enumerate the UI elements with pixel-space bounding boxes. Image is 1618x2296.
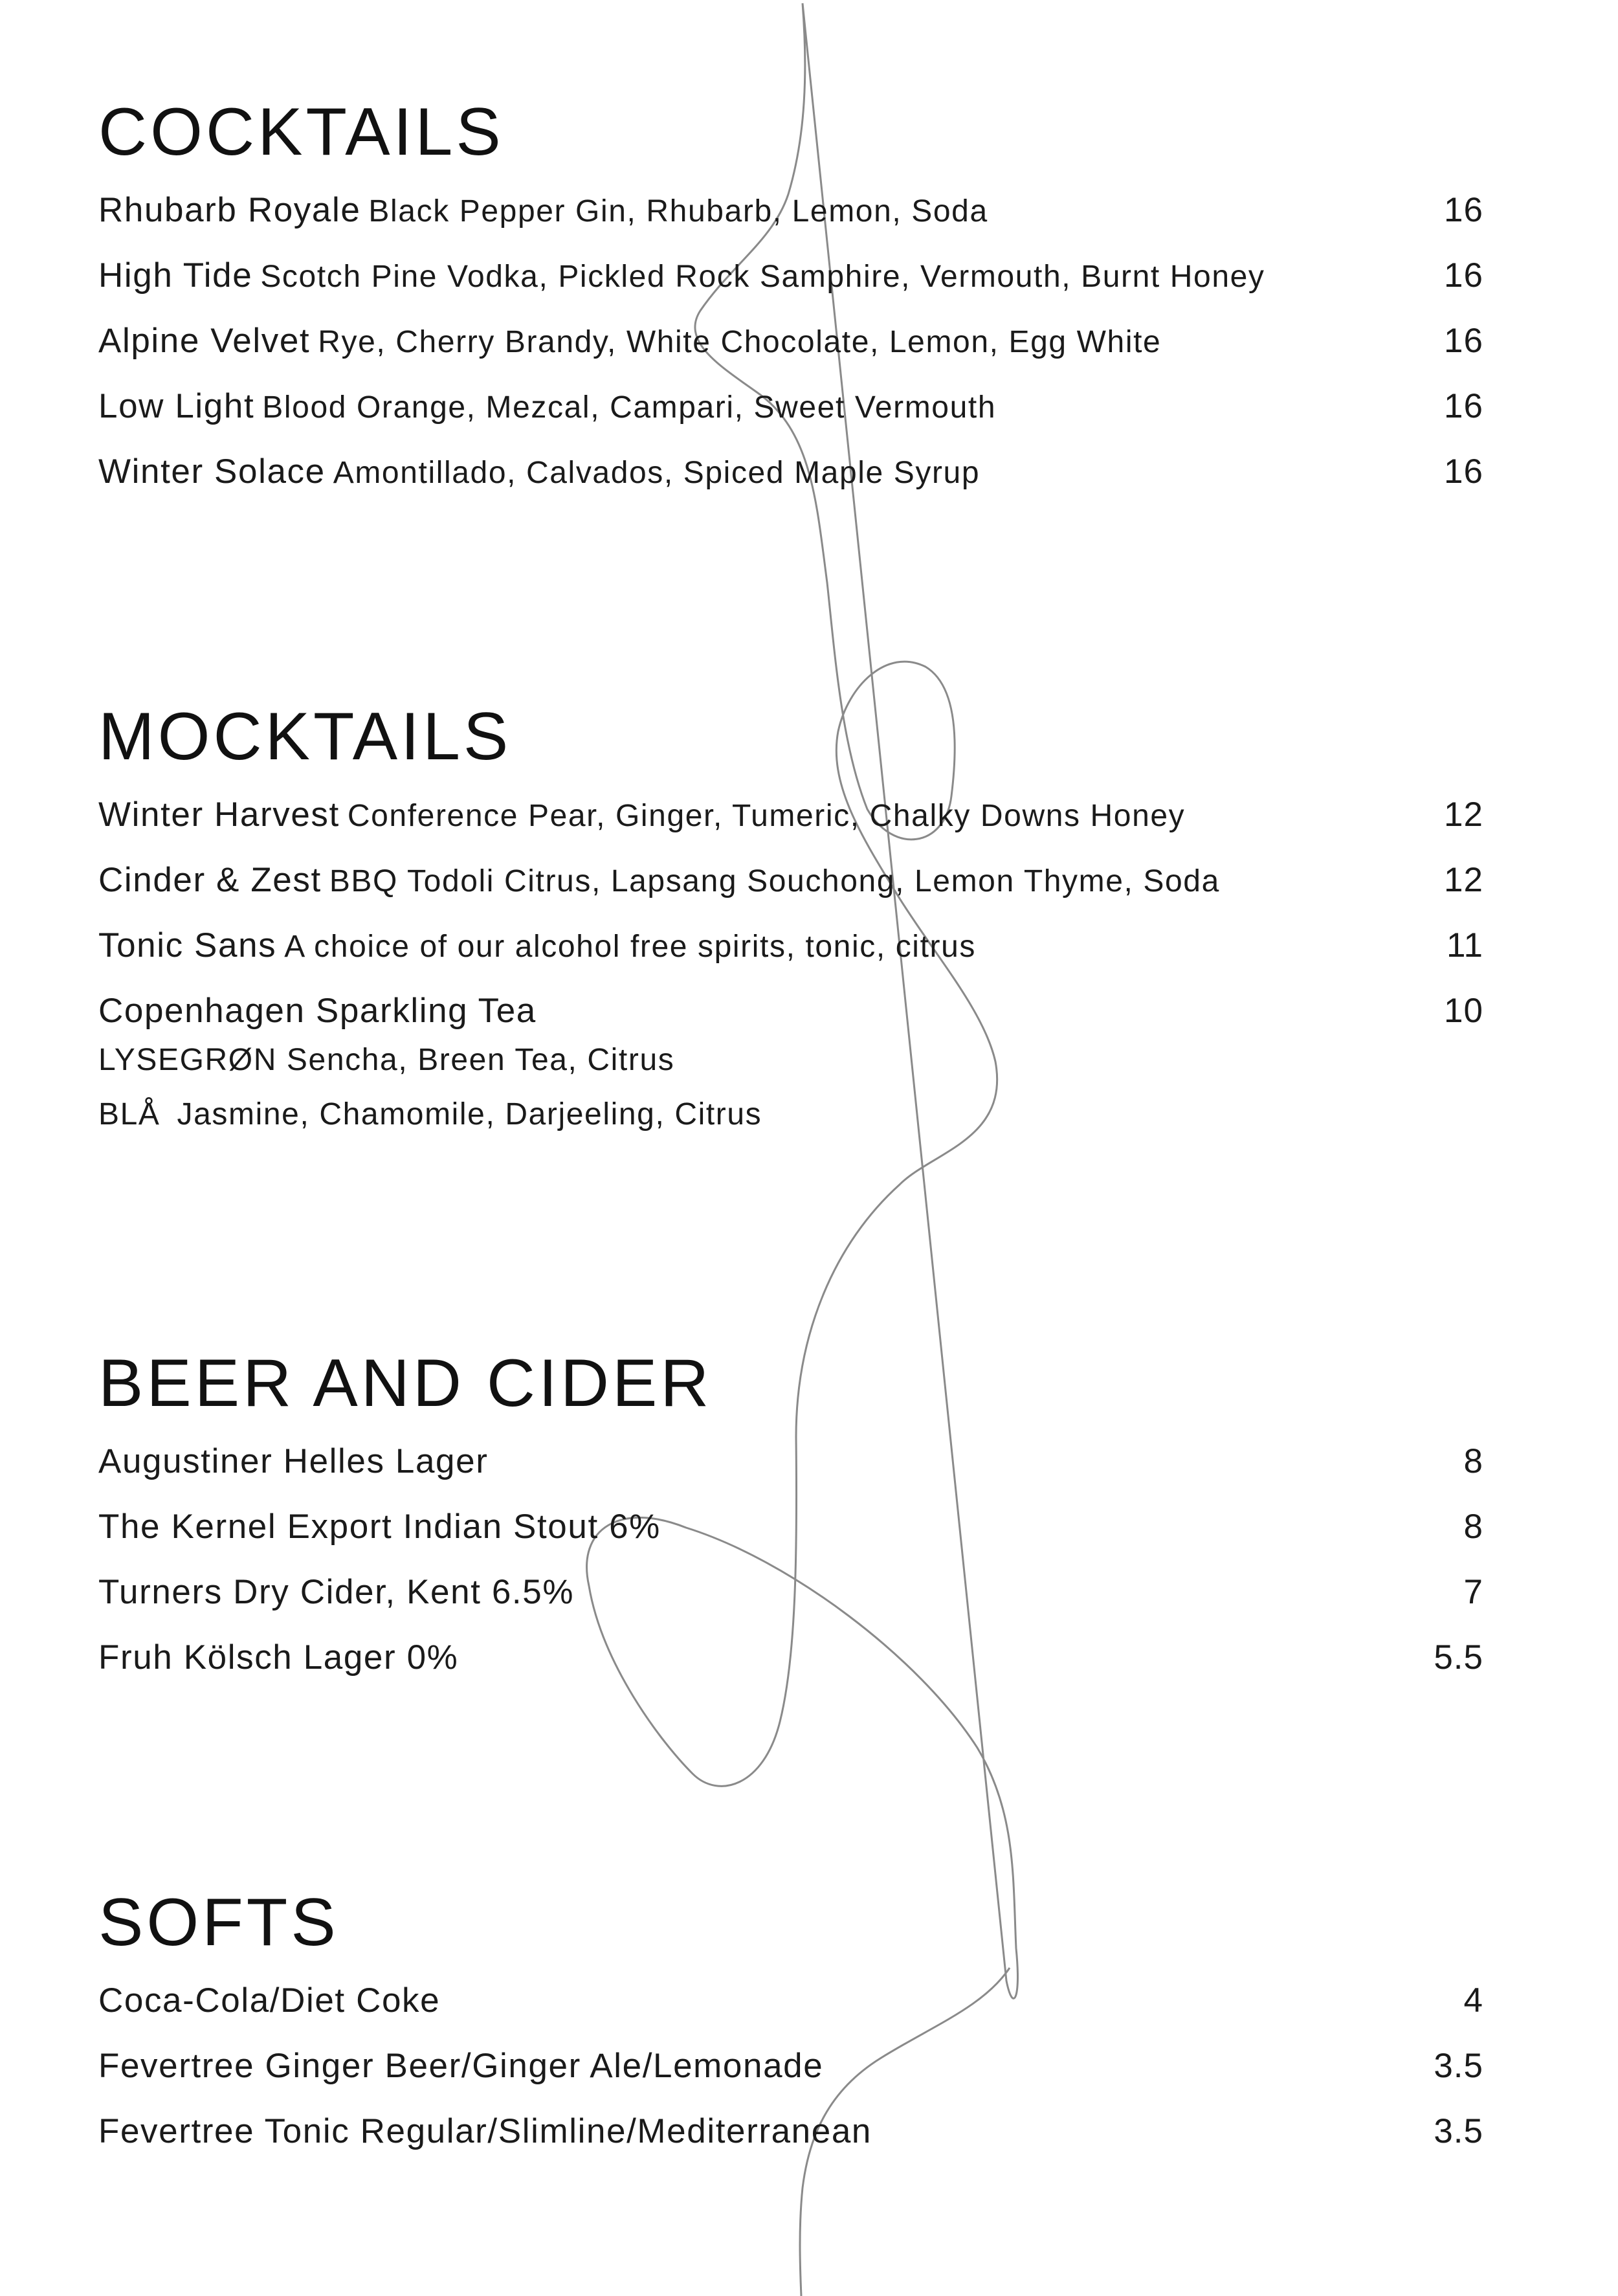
item-name: Alpine Velvet — [98, 322, 311, 360]
cocktails-section — [98, 95, 1483, 517]
item-name: The Kernel Export Indian Stout 6% — [98, 1508, 661, 1546]
item-name: Cinder & Zest — [98, 861, 322, 899]
menu-item — [98, 1507, 1483, 1572]
menu-item — [98, 1442, 1483, 1507]
mocktails-section — [98, 699, 1483, 1142]
variant-label: LYSEGRØN — [98, 1043, 277, 1077]
item-price: 7 — [1463, 1573, 1483, 1611]
item-price: 10 — [1444, 992, 1483, 1030]
item-price: 12 — [1444, 796, 1483, 834]
item-price: 16 — [1444, 191, 1483, 229]
softs-list — [98, 1981, 1483, 2177]
menu-item — [98, 1981, 1483, 2046]
item-price: 16 — [1444, 452, 1483, 491]
item-name: Rhubarb Royale — [98, 191, 361, 229]
item-price: 3.5 — [1434, 2047, 1483, 2085]
menu-item — [98, 190, 1483, 256]
item-description: Black Pepper Gin, Rhubarb, Lemon, Soda — [368, 194, 988, 228]
menu-item — [98, 452, 1483, 517]
item-name: Tonic Sans — [98, 926, 277, 964]
item-price: 3.5 — [1434, 2112, 1483, 2150]
item-description: Scotch Pine Vodka, Pickled Rock Samphire, Vermouth, Burnt Honey — [260, 260, 1265, 294]
mocktails-list — [98, 795, 1483, 1142]
variant-description: Sencha, Breen Tea, Citrus — [286, 1043, 675, 1077]
item-name: Fruh Kölsch Lager 0% — [98, 1638, 459, 1677]
item-name: Coca-Cola/Diet Coke — [98, 1981, 441, 2020]
item-name: Winter Solace — [98, 452, 326, 491]
menu-item — [98, 1638, 1483, 1703]
item-price: 11 — [1446, 926, 1483, 964]
section-heading: COCKTAILS — [98, 95, 504, 170]
item-price: 16 — [1444, 256, 1483, 295]
variant-description: Jasmine, Chamomile, Darjeeling, Citrus — [177, 1097, 762, 1131]
menu-item — [98, 386, 1483, 452]
softs-section — [98, 1885, 1483, 2177]
tea-variants — [98, 1033, 762, 1142]
menu-item — [98, 256, 1483, 321]
item-price: 5.5 — [1434, 1638, 1483, 1677]
item-name: Augustiner Helles Lager — [98, 1442, 489, 1480]
beer-cider-section — [98, 1346, 1483, 1703]
item-price: 4 — [1463, 1981, 1483, 2020]
item-description: BBQ Todoli Citrus, Lapsang Souchong, Lemon Thyme, Soda — [329, 864, 1220, 898]
section-heading: MOCKTAILS — [98, 699, 512, 774]
section-heading: SOFTS — [98, 1885, 339, 1960]
menu-item — [98, 321, 1483, 386]
item-price: 8 — [1463, 1508, 1483, 1546]
item-name: Turners Dry Cider, Kent 6.5% — [98, 1573, 575, 1611]
item-name: Fevertree Tonic Regular/Slimline/Mediterranean — [98, 2112, 872, 2150]
tea-variant — [98, 1087, 762, 1142]
item-name: High Tide — [98, 256, 253, 295]
menu-item — [98, 2112, 1483, 2177]
item-description: Rye, Cherry Brandy, White Chocolate, Lemon, Egg White — [318, 325, 1162, 359]
section-heading: BEER AND CIDER — [98, 1346, 713, 1421]
item-price: 8 — [1463, 1442, 1483, 1480]
menu-item — [98, 795, 1483, 860]
tea-variant — [98, 1033, 762, 1087]
item-name: Low Light — [98, 387, 255, 425]
item-description: Conference Pear, Ginger, Tumeric, Chalky Downs Honey — [347, 799, 1186, 833]
menu-item — [98, 1572, 1483, 1638]
menu-item — [98, 2046, 1483, 2112]
item-name: Copenhagen Sparkling Tea — [98, 992, 537, 1030]
item-name: Winter Harvest — [98, 796, 340, 834]
menu-item-sparkling-tea — [98, 991, 1483, 1142]
cocktails-list — [98, 190, 1483, 517]
item-price: 12 — [1444, 861, 1483, 899]
menu-item — [98, 926, 1483, 991]
variant-label: BLÅ — [98, 1097, 161, 1131]
beer-list — [98, 1442, 1483, 1703]
item-price: 16 — [1444, 387, 1483, 425]
menu-item — [98, 860, 1483, 926]
item-description: A choice of our alcohol free spirits, tonic, citrus — [284, 930, 976, 964]
item-description: Amontillado, Calvados, Spiced Maple Syrup — [333, 456, 981, 490]
item-description: Blood Orange, Mezcal, Campari, Sweet Vermouth — [262, 390, 997, 425]
item-price: 16 — [1444, 322, 1483, 360]
item-name: Fevertree Ginger Beer/Ginger Ale/Lemonade — [98, 2047, 824, 2085]
